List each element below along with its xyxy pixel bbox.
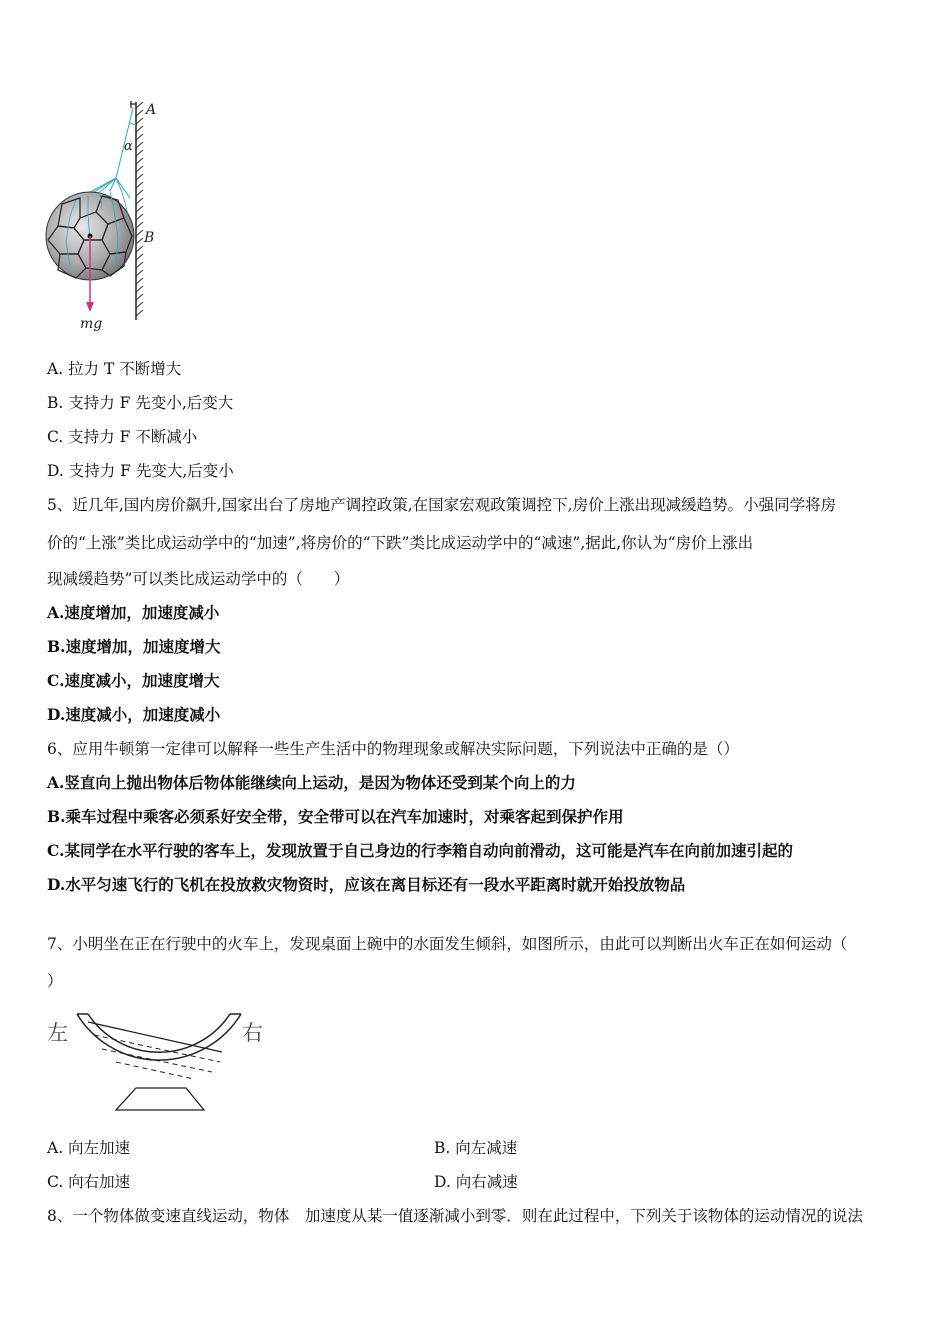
q4-option-d: D. 支持力 F 先变大,后变小 [47, 462, 234, 480]
label-A: A [146, 102, 157, 118]
q7-option-c: C. 向右加速 [47, 1173, 131, 1191]
q7-option-d: D. 向右减速 [434, 1173, 518, 1191]
q6-option-d: D.水平匀速飞行的飞机在投放救灾物资时，应该在离目标还有一段水平距离时就开始投放物品 [47, 875, 686, 894]
q5-option-b: B.速度增加，加速度增大 [47, 637, 221, 656]
bowl-figure [44, 1008, 284, 1118]
q5-stem-line-1: 5、近几年,国内房价飙升,国家出台了房地产调控政策,在国家宏观政策调控下,房价上涨出现减缓趋势。小强同学将房 [47, 496, 837, 514]
q5-option-c: C.速度减小，加速度增大 [47, 671, 220, 690]
q4-option-a: A. 拉力 T 不断增大 [47, 360, 182, 378]
q6-option-a: A.竖直向上抛出物体后物体能继续向上运动，是因为物体还受到某个向上的力 [47, 773, 576, 792]
label-B: B [144, 230, 155, 246]
q7-option-b: B. 向左减速 [434, 1139, 518, 1157]
q5-stem-line-3: 现减缓趋势”可以类比成运动学中的（ ） [47, 570, 350, 588]
q6-option-c: C.某同学在水平行驶的客车上，发现放置于自己身边的行李箱自动向前滑动，这可能是汽车在向前加速引起的 [47, 841, 793, 860]
q7-stem-line-2: ） [47, 972, 63, 990]
q6-stem: 6、应用牛顿第一定律可以解释一些生产生活中的物理现象或解决实际问题，下列说法中正确的是（） [47, 740, 739, 758]
q6-option-b: B.乘车过程中乘客必须系好安全带，安全带可以在汽车加速时，对乘客起到保护作用 [47, 807, 624, 826]
q5-stem-line-2: 价的“上涨”类比成运动学中的“加速”,将房价的“下跌”类比成运动学中的“减速”,据此,你认为“房价上涨出 [47, 534, 754, 552]
q8-stem: 8、一个物体做变速直线运动，物体 加速度从某一值逐渐减小到零．则在此过程中，下列关于该物体的运动情况的说法 [47, 1207, 863, 1225]
q4-option-b: B. 支持力 F 先变小,后变大 [47, 394, 234, 412]
label-mg: mg [80, 316, 103, 332]
q4-option-c: C. 支持力 F 不断减小 [47, 428, 198, 446]
label-alpha: α [124, 139, 133, 154]
q5-option-d: D.速度减小，加速度减小 [47, 705, 221, 724]
q7-option-a: A. 向左加速 [47, 1139, 131, 1157]
bowl-label-left: 左 [47, 1021, 68, 1045]
bowl-label-right: 右 [242, 1021, 263, 1045]
q7-stem-line-1: 7、小明坐在正在行驶中的火车上，发现桌面上碗中的水面发生倾斜，如图所示，由此可以判断出火车正在如何运动（ [47, 935, 848, 953]
ball-wall-figure [40, 92, 180, 342]
q5-option-a: A.速度增加，加速度减小 [47, 603, 220, 622]
